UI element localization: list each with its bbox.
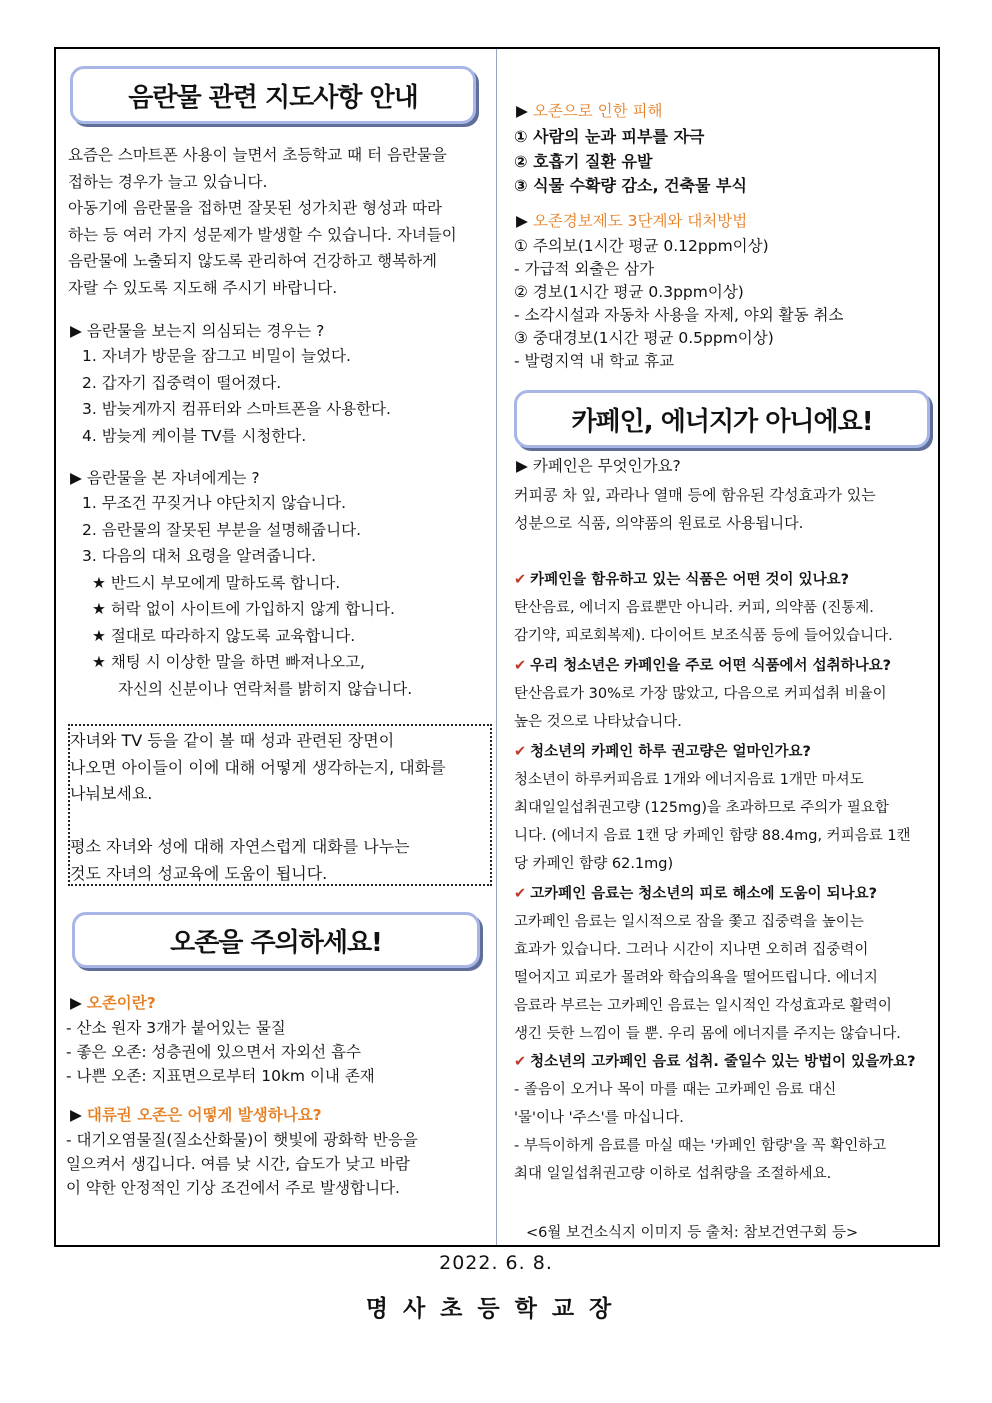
check-icon: ✔ <box>514 1054 527 1070</box>
check-icon: ✔ <box>514 572 527 588</box>
ozone-heading-how: ▶ 대류권 오존은 어떻게 발생하나요? <box>70 1106 322 1124</box>
answer-line: 최대 일일섭취권고량 이하로 섭취량을 조절하세요. <box>514 1166 832 1182</box>
intro-line: 성분으로 식품, 의약품의 원료로 사용됩니다. <box>514 514 804 532</box>
list-item: ★ 허락 없이 사이트에 가입하지 않게 합니다. <box>92 600 395 618</box>
answer-line: 탄산음료가 30%로 가장 많았고, 다음으로 커피섭취 비율이 <box>514 686 887 702</box>
question-2: ✔ 우리 청소년은 카페인을 주로 어떤 식품에서 섭취하나요? <box>514 658 892 674</box>
arrow-icon: ▶ <box>70 994 87 1012</box>
source-credit: <6월 보건소식지 이미지 등 출처: 참보건연구회 등> <box>526 1225 859 1241</box>
question-1: ✔ 카페인을 함유하고 있는 식품은 어떤 것이 있나요? <box>514 572 849 588</box>
answer-line: 높은 것으로 나타났습니다. <box>514 714 682 730</box>
arrow-icon: ▶ <box>516 102 533 120</box>
answer-line: 최대일일섭취권고량 (125mg)을 초과하므로 주의가 필요합 <box>514 800 889 816</box>
answer-line: 탄산음료, 에너지 음료뿐만 아니라. 커피, 의약품 (진통제. <box>514 600 874 616</box>
principal-signature: 명사초등학교장 <box>365 1296 627 1322</box>
list-item: 3. 다음의 대처 요령을 알려줍니다. <box>82 547 317 565</box>
intro-line: 접하는 경우가 늘고 있습니다. <box>68 172 268 191</box>
section2-heading: ▶ 음란물을 본 자녀에게는 ? <box>70 469 260 487</box>
list-item: ② 호흡기 질환 유발 <box>514 151 653 171</box>
ozone-heading-levels: ▶ 오존경보제도 3단계와 대처방법 <box>516 212 748 230</box>
tip-line: 것도 자녀의 성교육에 도움이 됩니다. <box>70 863 328 883</box>
list-item: 자신의 신분이나 연락처를 밝히지 않습니다. <box>118 679 413 698</box>
section-title: 오존을 주의하세요! <box>170 927 382 958</box>
list-item: 4. 밤늦게 케이블 TV를 시청한다. <box>82 426 307 445</box>
tip-line: 나오면 아이들이 이에 대해 어떻게 생각하는지, 대화를 <box>70 757 446 777</box>
answer-line: '물'이나 '주스'를 마십니다. <box>514 1110 684 1126</box>
tip-line: 자녀와 TV 등을 같이 볼 때 성과 관련된 장면이 <box>70 731 395 750</box>
answer-line: 청소년이 하루커피음료 1개와 에너지음료 1개만 마셔도 <box>514 772 864 788</box>
intro-line: 요즘은 스마트폰 사용이 늘면서 초등학교 때 터 음란물을 <box>68 146 447 164</box>
list-item: - 좋은 오존: 성층권에 있으면서 자외선 흡수 <box>66 1043 361 1061</box>
question-5: ✔ 청소년의 고카페인 음료 섭취. 줄일수 있는 방법이 있을까요? <box>514 1054 916 1070</box>
list-item: - 소각시설과 자동차 사용을 자제, 야외 활동 취소 <box>514 306 844 324</box>
section-title: 음란물 관련 지도사항 안내 <box>128 82 418 113</box>
answer-line: 음료라 부르는 고카페인 음료는 일시적인 각성효과로 활력이 <box>514 998 892 1014</box>
list-item: - 나쁜 오존: 지표면으로부터 10km 이내 존재 <box>66 1067 375 1085</box>
answer-line: - 부득이하게 음료를 마실 때는 '카페인 함량'을 꼭 확인하고 <box>514 1138 887 1154</box>
issue-date: 2022. 6. 8. <box>439 1252 553 1274</box>
list-item: ③ 중대경보(1시간 평균 0.5ppm이상) <box>514 329 774 347</box>
section1-heading: ▶ 음란물을 보는지 의심되는 경우는 ? <box>70 322 325 340</box>
ozone-heading-damage: ▶ 오존으로 인한 피해 <box>516 102 663 120</box>
check-icon: ✔ <box>514 886 527 902</box>
answer-line: 생긴 듯한 느낌이 들 뿐. 우리 몸에 에너지를 주지는 않습니다. <box>514 1026 901 1042</box>
list-item: 3. 밤늦게까지 컴퓨터와 스마트폰을 사용한다. <box>82 400 391 418</box>
answer-line: 효과가 있습니다. 그러나 시간이 지나면 오히려 집중력이 <box>514 942 869 958</box>
answer-line: - 졸음이 오거나 목이 마를 때는 고카페인 음료 대신 <box>514 1082 837 1098</box>
list-item: - 대기오염물질(질소산화물)이 햇빛에 광화학 반응을 <box>66 1131 418 1149</box>
intro-line: 커피콩 차 잎, 과라나 열매 등에 함유된 각성효과가 있는 <box>514 486 876 504</box>
title-box-ozone <box>72 912 480 968</box>
list-item: 일으켜서 생깁니다. 여름 낮 시간, 습도가 낮고 바람 <box>66 1155 410 1173</box>
intro-line: 하는 등 여러 가지 성문제가 발생할 수 있습니다. 자녀들이 <box>68 225 457 244</box>
arrow-icon: ▶ <box>516 212 533 230</box>
title-box-pornography <box>70 66 476 124</box>
intro-line: 아동기에 음란물을 접하면 잘못된 성가치관 형성과 따라 <box>68 199 442 217</box>
intro-line: 음란물에 노출되지 않도록 관리하여 건강하고 행복하게 <box>68 252 438 270</box>
list-item: - 산소 원자 3개가 붙어있는 물질 <box>66 1019 286 1037</box>
list-item: 1. 자녀가 방문을 잠그고 비밀이 늘었다. <box>82 347 351 365</box>
list-item: ① 사람의 눈과 피부를 자극 <box>514 127 705 146</box>
answer-line: 떨어지고 피로가 몰려와 학습의욕을 떨어뜨립니다. 에너지 <box>514 970 878 986</box>
list-item: - 가급적 외출은 삼가 <box>514 260 655 278</box>
list-item: ★ 반드시 부모에게 말하도록 합니다. <box>92 573 341 592</box>
answer-line: 감기약, 피로회복제). 다이어트 보조식품 등에 들어있습니다. <box>514 628 893 644</box>
list-item: 2. 음란물의 잘못된 부분을 설명해줍니다. <box>82 520 361 539</box>
list-item: ★ 절대로 따라하지 않도록 교육합니다. <box>92 626 356 645</box>
section-title: 카페인, 에너지가 아니에요! <box>571 406 873 437</box>
question-3: ✔ 청소년의 카페인 하루 권고량은 얼마인가요? <box>514 744 811 760</box>
list-item: ③ 식물 수확량 감소, 건축물 부식 <box>514 176 747 195</box>
column-divider <box>496 49 497 1245</box>
answer-line: 고카페인 음료는 일시적으로 잠을 쫓고 집중력을 높이는 <box>514 914 864 930</box>
list-item: ① 주의보(1시간 평균 0.12ppm이상) <box>514 237 769 255</box>
title-box-caffeine <box>514 390 930 448</box>
answer-line: 니다. (에너지 음료 1캔 당 카페인 함량 88.4mg, 커피음료 1캔 <box>514 828 911 844</box>
check-icon: ✔ <box>514 744 527 760</box>
tip-line: 평소 자녀와 성에 대해 자연스럽게 대화를 나누는 <box>70 837 410 856</box>
tip-line: 나눠보세요. <box>70 784 153 803</box>
question-4: ✔ 고카페인 음료는 청소년의 피로 해소에 도움이 되나요? <box>514 886 878 902</box>
list-item: 이 약한 안정적인 기상 조건에서 주로 발생합니다. <box>66 1179 400 1197</box>
intro-line: 자랄 수 있도록 지도해 주시기 바랍니다. <box>68 278 338 297</box>
caffeine-heading: ▶ 카페인은 무엇인가요? <box>516 457 681 475</box>
list-item: ★ 채팅 시 이상한 말을 하면 빠져나오고, <box>92 653 365 671</box>
ozone-heading-what: ▶ 오존이란? <box>70 994 156 1012</box>
list-item: ② 경보(1시간 평균 0.3ppm이상) <box>514 283 744 301</box>
list-item: 1. 무조건 꾸짖거나 야단치지 않습니다. <box>82 494 347 512</box>
list-item: 2. 갑자기 집중력이 떨어졌다. <box>82 373 282 392</box>
list-item: - 발령지역 내 학교 휴교 <box>514 352 675 370</box>
check-icon: ✔ <box>514 658 527 674</box>
answer-line: 당 카페인 함량 62.1mg) <box>514 856 674 872</box>
arrow-icon: ▶ <box>70 1106 87 1124</box>
